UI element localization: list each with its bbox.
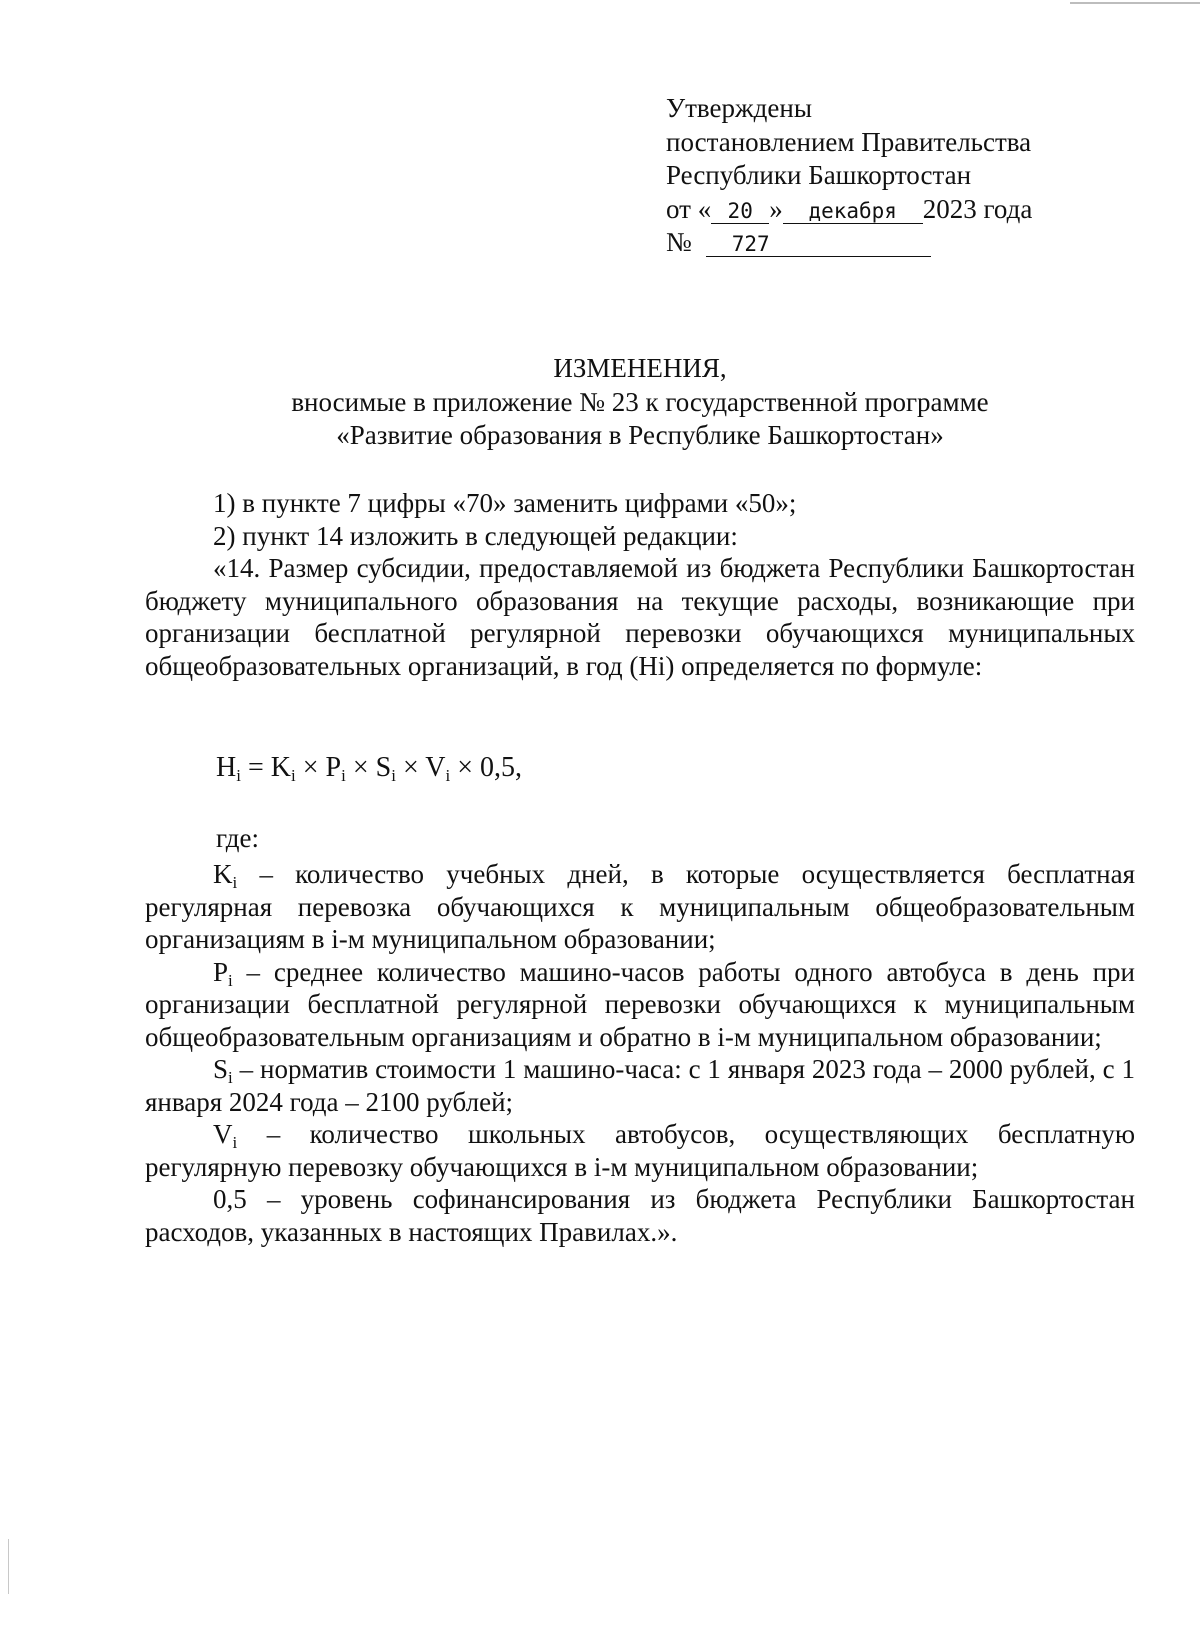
document-title — [145, 352, 1135, 453]
scan-edge — [8, 1539, 9, 1594]
amendments — [145, 487, 1135, 682]
date-month: декабря — [783, 199, 923, 224]
formula: $H_i = K_i \times P_i \times S_i \times V_i \times 0,5$, — [216, 752, 523, 785]
amendment-item: 1) в пункте 7 цифры «70» заменить цифрами «50»; — [213, 488, 797, 518]
date-mid: » — [769, 193, 783, 224]
approval-line: Республики Башкортостан — [666, 160, 972, 190]
number-value: 727 — [706, 232, 931, 257]
date-year: 2023 года — [922, 193, 1033, 224]
definitions — [145, 858, 1135, 1248]
number-prefix: № — [666, 227, 692, 257]
paragraph-14: «14. Размер субсидии, предоставляемой из бюджета Республики Башкортостан бюджету муниципального образования на текущие расходы, возникающие при организации бесплатной регулярной перевозки обучающихся муниципальных общеобразовательных организаций, в год (Hi) определяется по формуле: — [145, 553, 1135, 681]
approval-date — [666, 193, 1032, 227]
definition-P: $P_i$ – среднее количество машино-часов работы одного автобуса в день при организации бесплатной регулярной перевозки обучающихся к муниципальным общеобразовательным организациям и обратно в i-м муниципальном образовании; — [145, 956, 1135, 1052]
date-day: 20 — [711, 199, 769, 224]
definition-V: $V_i$ – количество школьных автобусов, осуществляющих бесплатную регулярную перевозку обучающихся в i-м муниципальном образовании; — [145, 1119, 1135, 1182]
title-heading: ИЗМЕНЕНИЯ, — [553, 353, 727, 383]
definition-K: $K_i$ – количество учебных дней, в которые осуществляется бесплатная регулярная перевозка обучающихся к муниципальным общеобразовательным организациям в i-м муниципальном образовании; — [145, 859, 1135, 954]
title-subline: «Развитие образования в Республике Башкортостан» — [336, 420, 944, 450]
approval-line: Утверждены — [666, 93, 812, 123]
scan-edge — [1070, 2, 1200, 4]
title-subline: вносимые в приложение № 23 к государственной программе — [291, 386, 989, 417]
definition-coefficient: 0,5 – уровень софинансирования из бюджета Республики Башкортостан расходов, указанных в настоящих Правилах.». — [145, 1184, 1135, 1247]
approval-line: постановлением Правительства — [666, 126, 1032, 157]
amendment-item: 2) пункт 14 изложить в следующей редакции: — [213, 520, 738, 551]
approval-stamp — [666, 92, 1032, 260]
where-label: где: — [216, 823, 259, 853]
date-prefix: от « — [666, 193, 712, 224]
approval-number — [666, 226, 1032, 260]
definition-S: $S_i$ – норматив стоимости 1 машино-часа: с 1 января 2023 года – 2000 рублей, с 1 января 2024 года – 2100 рублей; — [145, 1054, 1135, 1117]
